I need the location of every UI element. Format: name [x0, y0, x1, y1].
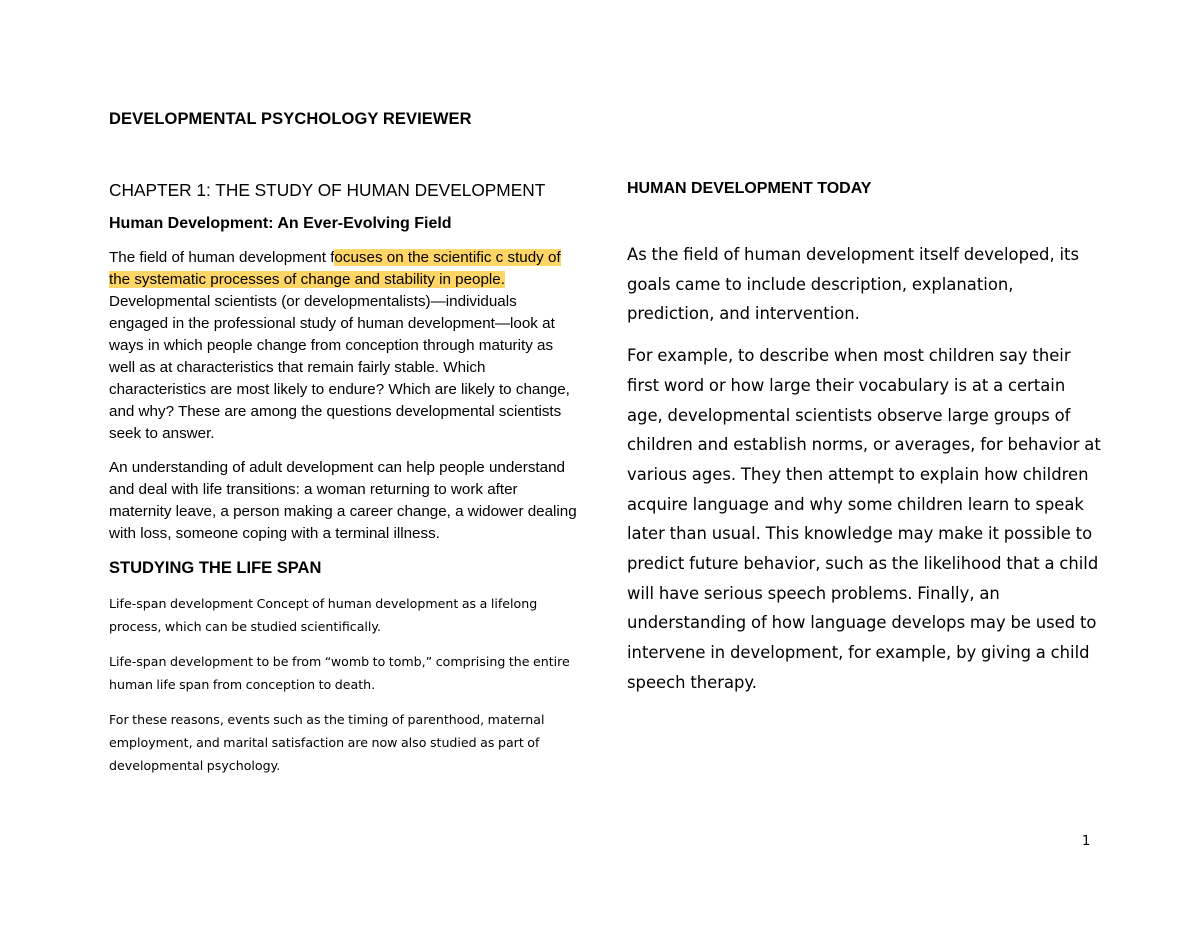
chapter-heading: CHAPTER 1: THE STUDY OF HUMAN DEVELOPMENT: [109, 180, 546, 200]
highlighted-text: ocuses on the scientific c study of the systematic processes of change and stability in people.: [109, 249, 561, 288]
lifespan-paragraph: Life-span development Concept of human development as a lifelong process, which can be studied scientifically.: [109, 596, 538, 634]
section-heading-today: HUMAN DEVELOPMENT TODAY: [627, 180, 872, 197]
intro-text-start: The field of human development f: [109, 249, 335, 266]
right-column: [627, 180, 1102, 710]
left-column: [109, 180, 579, 789]
intro-paragraph: [109, 247, 579, 445]
section-subheading: Human Development: An Ever-Evolving Field: [109, 215, 452, 232]
lifespan-paragraph: Life-span development to be from “womb to tomb,” comprising the entire human life span from conception to death.: [109, 654, 570, 692]
section-heading-life-span: STUDYING THE LIFE SPAN: [109, 559, 322, 577]
lifespan-paragraph: For these reasons, events such as the timing of parenthood, maternal employment, and marital satisfaction are now also studied as part of developmental psychology.: [109, 712, 545, 773]
adult-development-paragraph: An understanding of adult development can help people understand and deal with life transitions: a woman returning to work after maternity leave, a person making a career change, a widower dealing with loss, someone coping with a terminal illness.: [109, 459, 577, 542]
document-title: DEVELOPMENTAL PSYCHOLOGY REVIEWER: [109, 110, 472, 128]
intro-text-end: Developmental scientists (or developmentalists)—individuals engaged in the professional study of human development—look at ways in which people change from conception through maturity as well as at characteristics that remain fairly stable. Which characteristics are most likely to endure? Which are likely to change, and why? These are among the questions developmental scientists seek to answer.: [109, 293, 570, 442]
goals-paragraph: As the field of human development itself developed, its goals came to include description, explanation, prediction, and intervention.: [627, 245, 1080, 324]
example-paragraph: For example, to describe when most children say their first word or how large their vocabulary is at a certain age, developmental scientists observe large groups of children and establish norms, or averages, for behavior at various ages. They then attempt to explain how children acquire language and why some children learn to speak later than usual. This knowledge may make it possible to predict future behavior, such as the likelihood that a child will have serious speech problems. Finally, an understanding of how language develops may be used to intervene in development, for example, by giving a child speech therapy.: [627, 346, 1101, 692]
page-number: 1: [1082, 834, 1091, 849]
